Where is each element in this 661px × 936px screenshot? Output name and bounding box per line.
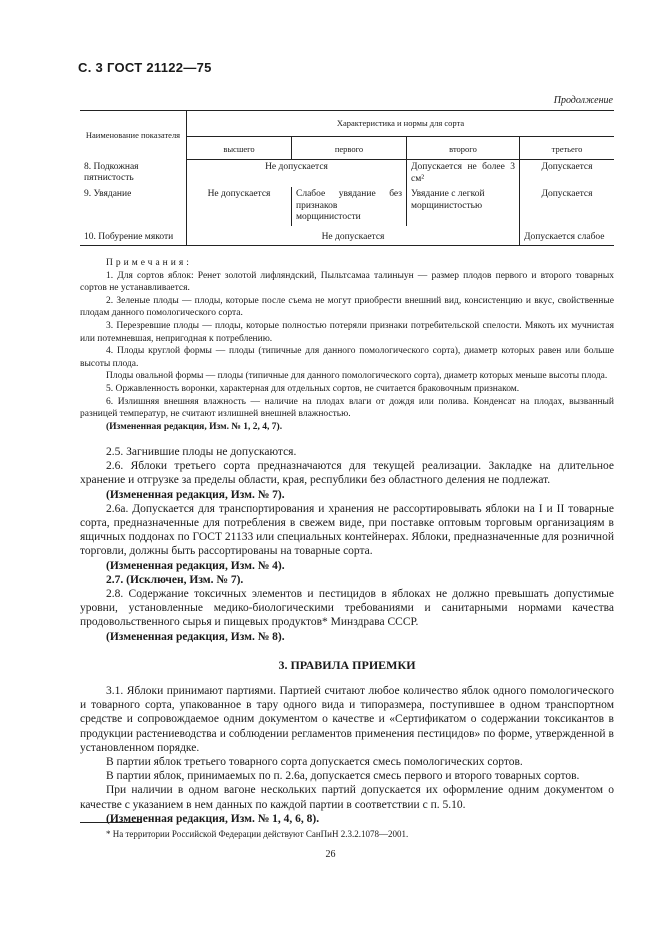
table-notes <box>80 257 614 433</box>
clause-3-1-d: При наличии в одном вагоне нескольких партий допускается их оформление одним документом о качестве с указанием в нем данных по каждой партии в соответствии с п. 5.10. <box>80 784 614 811</box>
clause-2-7: 2.7. (Исключен, Изм. № 7). <box>106 573 244 586</box>
table-row <box>80 160 614 188</box>
cell: Допускается не более 3 см² <box>407 160 520 188</box>
note-item: 4. Плоды круглой формы — плоды (типичные для данного помологического сорта), диаметр которых равен или больше высоты плода. <box>80 346 614 369</box>
cell: Слабое увядание без признаков морщинистости <box>292 187 407 226</box>
table-row <box>80 187 614 226</box>
main-text <box>80 445 614 826</box>
norms-table <box>80 110 614 246</box>
cell: Не допускается <box>187 160 407 188</box>
row-name: 9. Увядание <box>84 189 132 199</box>
column-header: третьего <box>520 136 615 160</box>
amendment-2-6: (Измененная редакция, Изм. № 7). <box>106 488 285 501</box>
cell: Допускается <box>520 160 615 188</box>
note-item: Плоды овальной формы — плоды (типичные для данного помологического сорта), диаметр которых меньше высоты плода. <box>106 371 608 382</box>
note-item: 5. Оржавленность воронки, характерная для отдельных сортов, не считается браковочным признаком. <box>106 383 520 394</box>
section-title: 3. ПРАВИЛА ПРИЕМКИ <box>278 657 416 672</box>
clause-2-6a: 2.6а. Допускается для транспортирования и хранения не рассортировывать яблоки на I и II товарные сорта, предназначенные для потребления в свежем виде, при поставке оптовым торговым организациям в ящичных поддонах по ГОСТ 21133 или специальных контейнерах. Яблоки, предназначенные для розничной торговли, должны быть рассортированы на товарные сорта. <box>80 502 614 558</box>
note-item: 1. Для сортов яблок: Ренет золотой лифляндский, Пыльтсамаа талиныун — размер плодов первого и второго товарных сортов не устанавливается. <box>80 270 614 294</box>
table-header-group: Характеристика и нормы для сорта <box>187 111 615 137</box>
notes-amendment: (Измененная редакция, Изм. № 1, 2, 4, 7). <box>106 421 283 432</box>
notes-title: Примечания: <box>106 258 192 268</box>
amendment-2-8: (Измененная редакция, Изм. № 8). <box>106 630 285 643</box>
clause-3-1-b: В партии яблок третьего товарного сорта допускается смесь помологических сортов. <box>106 756 523 769</box>
column-header: высшего <box>187 136 292 160</box>
amendment-2-6a: (Измененная редакция, Изм. № 4). <box>106 559 285 572</box>
note-item: 2. Зеленые плоды — плоды, которые после съема не могут приобрести внешний вид, консистенцию и вкус, свойственные плодам данного помологического сорта. <box>80 295 614 319</box>
column-header: первого <box>292 136 407 160</box>
table-header-name: Наименование показателя <box>80 111 187 160</box>
note-item: 6. Излишняя внешняя влажность — наличие на плодах влаги от дождя или полива. Конденсат на плодах, вызванный разницей температур, не считают излишней внешней влажностью. <box>80 396 614 420</box>
clause-2-6: 2.6. Яблоки третьего сорта предназначаются для текущей реализации. Закладке на длительное хранение и отгрузке за пределы области, края, республики без областного деления не подлежат. <box>80 460 614 487</box>
document-code: С. 3 ГОСТ 21122—75 <box>78 60 212 75</box>
clause-3-1: 3.1. Яблоки принимают партиями. Партией считают любое количество яблок одного помологического и товарного сорта, упакованное в тару одного вида и типоразмера, поступившее в одном транспортном средстве и сопровождаемое одним документом о качестве и «Сертификатом о содержании токсикантов в продукции растениеводства и соблюдении регламентов применения пестицидов» по форме, утвержденной в установленном порядке. <box>80 685 614 754</box>
row-name: 8. Подкожная пятнистость <box>84 161 139 183</box>
amendment-3-1: (Измененная редакция, Изм. № 1, 4, 6, 8). <box>106 812 320 825</box>
cell: Увядание с легкой морщинистостью <box>407 187 520 226</box>
clause-2-5: 2.5. Загнившие плоды не допускаются. <box>106 446 297 458</box>
footnote-divider <box>80 822 142 823</box>
clause-2-8: 2.8. Содержание токсичных элементов и пестицидов в яблоках не должно превышать допустимые уровни, установленные медико-биологическими требованиями и санитарными нормами качества продовольственного сырья и пищевых продуктов* Минздрава СССР. <box>80 588 614 629</box>
footnote: * На территории Российской Федерации действуют СанПиН 2.3.2.1078—2001. <box>106 829 409 839</box>
continuation-label: Продолжение <box>553 95 613 106</box>
cell: Допускается <box>520 187 615 226</box>
cell: Не допускается <box>187 187 292 226</box>
cell: Допускается слабое <box>520 226 615 246</box>
page-number: 26 <box>325 849 336 860</box>
note-item: 3. Перезревшие плоды — плоды, которые полностью потеряли признаки потребительской спелости. Мякоть их мучнистая или потемневшая, непригодная к потреблению. <box>80 320 614 344</box>
cell: Не допускается <box>187 226 520 246</box>
column-header: второго <box>407 136 520 160</box>
row-name: 10. Побурение мякоти <box>80 226 187 246</box>
table-row <box>80 226 614 246</box>
clause-3-1-c: В партии яблок, принимаемых по п. 2.6а, допускается смесь первого и второго товарных сортов. <box>106 770 580 783</box>
